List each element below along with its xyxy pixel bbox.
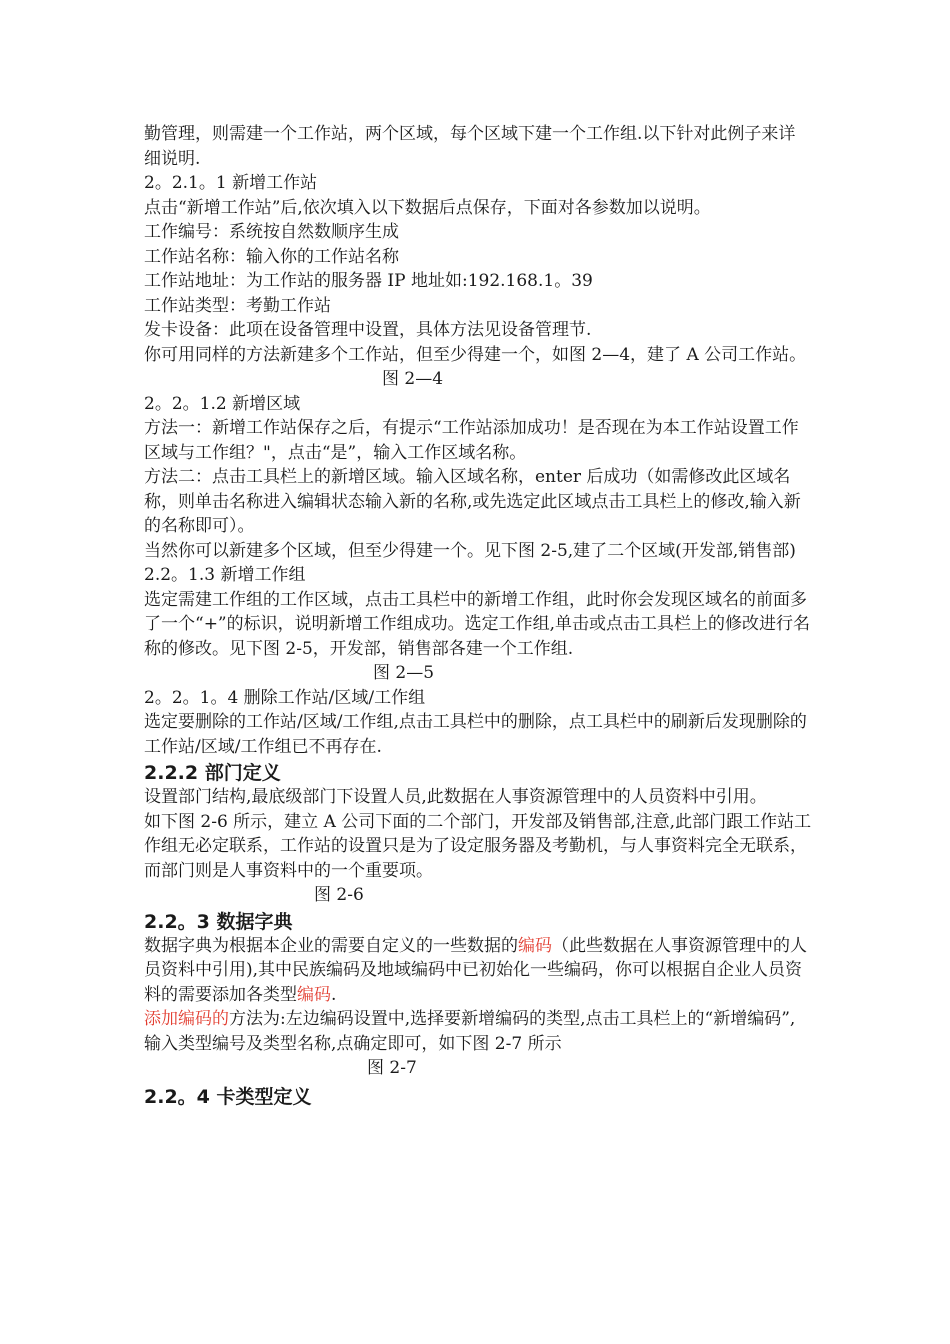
field-description: 工作站地址：为工作站的服务器 IP 地址如:192.168.1。39: [144, 271, 593, 291]
section-heading: 2.2。4 卡类型定义: [144, 1085, 312, 1108]
text-run: 数据字典为根据本企业的需要自定义的一些数据的: [144, 935, 518, 956]
section-heading: 2.2.2 部门定义: [144, 762, 281, 784]
subsection-heading: 2。2。1.2 新增区域: [144, 393, 301, 414]
field-description: 工作站名称：输入你的工作站名称: [144, 246, 399, 267]
paragraph: 勤管理，则需建一个工作站，两个区域，每个区域下建一个工作组.以下针对此例子来详细说明.: [144, 124, 796, 169]
paragraph: 如下图 2-6 所示，建立 A 公司下面的二个部门，开发部及销售部,注意,此部门跟工作站工作组无必定联系，工作站的设置只是为了设定服务器及考勤机，与人事资料完全无联系，而部门则是人事资料中的一个重要项。: [144, 811, 812, 881]
document-body: [144, 122, 812, 1109]
paragraph: 你可用同样的方法新建多个工作站，但至少得建一个，如图 2—4，建了 A 公司工作站。: [144, 344, 807, 365]
paragraph: 当然你可以新建多个区域，但至少得建一个。见下图 2-5,建了二个区域(开发部,销售部): [144, 540, 796, 561]
highlighted-text: 编码: [297, 984, 331, 1005]
paragraph: 方法二：点击工具栏上的新增区域。输入区域名称，enter 后成功（如需修改此区域名称，则单击名称进入编辑状态输入新的名称,或先选定此区域点击工具栏上的修改,输入新的名称即可）。: [144, 467, 801, 536]
subsection-heading: 2。2.1。1 新增工作站: [144, 173, 318, 193]
paragraph: 设置部门结构,最底级部门下设置人员,此数据在人事资源管理中的人员资料中引用。: [144, 787, 767, 807]
paragraph: [144, 1007, 812, 1056]
figure-caption: 图 2-7: [367, 1058, 417, 1078]
text-run: （此些数据在人事资源管理中的人员资料中引用),其中民族编码及地域编码中已初始化一些编码，你可以根据自企业人员资料的需要添加各类型: [144, 935, 807, 1005]
subsection-heading: 2.2。1.3 新增工作组: [144, 565, 306, 585]
paragraph: 选定要删除的工作站/区域/工作组,点击工具栏中的删除，点工具栏中的刷新后发现删除的工作站/区域/工作组已不再存在.: [144, 712, 807, 757]
paragraph: 方法一：新增工作站保存之后，有提示“工作站添加成功！是否现在为本工作站设置工作区域与工作组？"，点击“是”，输入工作区域名称。: [144, 418, 799, 463]
field-description: 发卡设备：此项在设备管理中设置，具体方法见设备管理节.: [144, 320, 592, 340]
figure-caption: 图 2—4: [382, 369, 444, 389]
paragraph: 点击“新增工作站”后,依次填入以下数据后点保存，下面对各参数加以说明。: [144, 197, 711, 218]
paragraph: 选定需建工作组的工作区域，点击工具栏中的新增工作组，此时你会发现区域名的前面多了一个“+”的标识，说明新增工作组成功。选定工作组,单击或点击工具栏上的修改进行名称的修改。见下图 2-5，开发部，销售部各建一个工作组.: [144, 589, 811, 659]
text-run: .: [331, 984, 337, 1005]
field-description: 工作编号：系统按自然数顺序生成: [144, 222, 399, 242]
highlighted-text: 编码: [518, 935, 552, 956]
field-description: 工作站类型：考勤工作站: [144, 295, 331, 316]
subsection-heading: 2。2。1。4 删除工作站/区域/工作组: [144, 687, 426, 708]
text-run: 方法为:左边编码设置中,选择要新增编码的类型,点击工具栏上的“新增编码”,输入类型编号及类型名称,点确定即可，如下图 2-7 所示: [144, 1009, 796, 1054]
section-heading: 2.2。3 数据字典: [144, 910, 293, 933]
highlighted-text: 添加编码的: [144, 1009, 229, 1029]
figure-caption: 图 2—5: [373, 663, 435, 683]
figure-caption: 图 2-6: [314, 885, 364, 905]
paragraph: [144, 934, 812, 1008]
